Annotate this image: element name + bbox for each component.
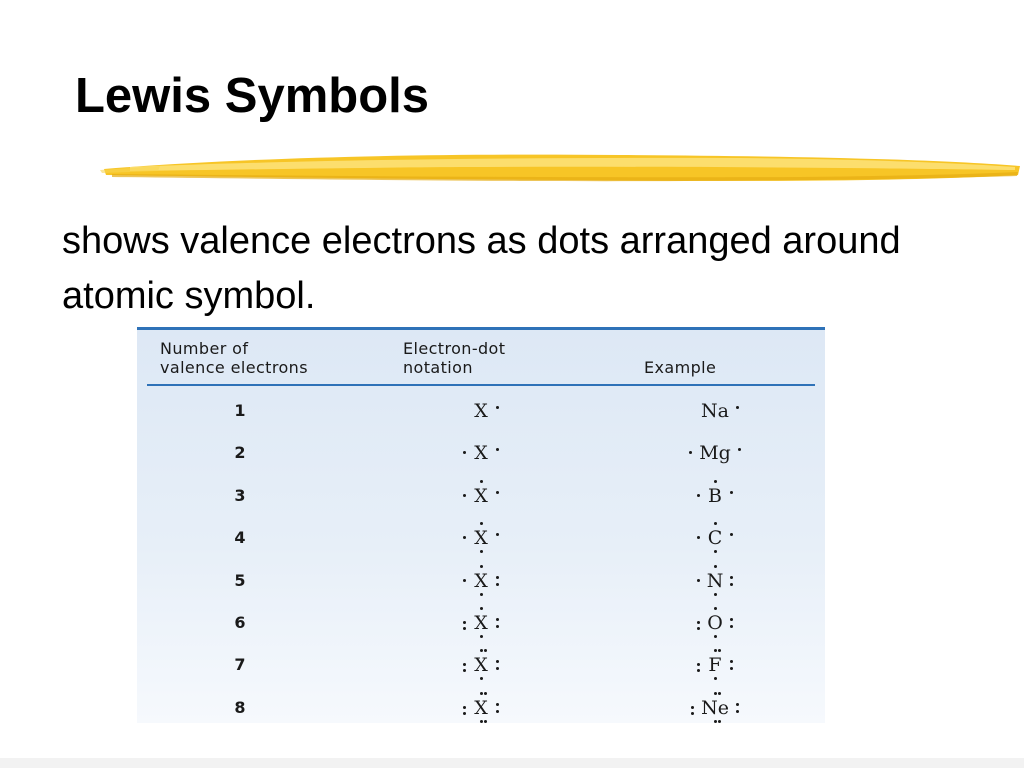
electron-dot-symbol: [467, 605, 495, 641]
example-element: [701, 478, 729, 514]
electron-dot-symbol: [467, 563, 495, 599]
example-element: [693, 435, 737, 471]
electron-dot: [480, 649, 483, 652]
electron-dot: [480, 677, 483, 680]
electron-dot-symbol: [467, 690, 495, 726]
electron-dot: [730, 660, 733, 663]
electron-dot: [496, 667, 499, 670]
electron-dot: [697, 579, 700, 582]
electron-dot: [463, 706, 466, 709]
example-element-symbol: O: [707, 612, 723, 634]
electron-dot: [714, 607, 717, 610]
electron-dot: [697, 627, 700, 630]
electron-dot: [697, 621, 700, 624]
example-element-symbol: Ne: [701, 697, 729, 719]
generic-element-symbol: X: [474, 400, 488, 422]
table-row: [137, 393, 825, 429]
electron-dot: [480, 692, 483, 695]
electron-dot: [463, 627, 466, 630]
table-row: [137, 478, 825, 514]
electron-dot: [480, 522, 483, 525]
electron-dot: [714, 593, 717, 596]
electron-dot: [714, 692, 717, 695]
electron-dot: [480, 480, 483, 483]
electron-dot: [463, 579, 466, 582]
valence-count: 7: [234, 655, 246, 674]
electron-dot: [730, 625, 733, 628]
valence-count: 4: [234, 528, 246, 547]
table-row: [137, 520, 825, 556]
example-element-symbol: C: [707, 527, 723, 549]
table-row: [137, 563, 825, 599]
generic-element-symbol: X: [474, 485, 488, 507]
electron-dot: [480, 593, 483, 596]
electron-dot: [496, 625, 499, 628]
electron-dot: [480, 607, 483, 610]
column-header-example: Example: [644, 358, 717, 377]
electron-dot: [714, 677, 717, 680]
generic-element-symbol: X: [474, 527, 488, 549]
electron-dot-symbol: [467, 393, 495, 429]
electron-dot: [718, 649, 721, 652]
electron-dot: [718, 720, 721, 723]
electron-dot: [714, 649, 717, 652]
electron-dot: [714, 550, 717, 553]
valence-count: 5: [234, 571, 246, 590]
example-element-symbol: N: [706, 570, 724, 592]
valence-count: 3: [234, 486, 246, 505]
example-element-symbol: Mg: [699, 442, 731, 464]
electron-dot: [697, 536, 700, 539]
table-row: [137, 690, 825, 726]
electron-dot: [714, 720, 717, 723]
electron-dot: [496, 576, 499, 579]
valence-count: 1: [234, 401, 246, 420]
electron-dot: [714, 522, 717, 525]
electron-dot: [718, 692, 721, 695]
electron-dot-symbol: [467, 520, 495, 556]
example-element: [695, 393, 735, 429]
electron-dot: [736, 406, 739, 409]
slide-title: Lewis Symbols: [75, 69, 430, 123]
electron-dot: [496, 448, 499, 451]
electron-dot: [496, 618, 499, 621]
generic-element-symbol: X: [474, 697, 488, 719]
electron-dot: [714, 480, 717, 483]
electron-dot: [697, 494, 700, 497]
electron-dot: [463, 451, 466, 454]
valence-count: 8: [234, 698, 246, 717]
electron-dot: [496, 710, 499, 713]
electron-dot: [463, 621, 466, 624]
electron-dot: [484, 692, 487, 695]
electron-dot: [730, 576, 733, 579]
electron-dot: [738, 448, 741, 451]
table-row: [137, 435, 825, 471]
electron-dot: [697, 669, 700, 672]
electron-dot: [736, 703, 739, 706]
table-row: [137, 605, 825, 641]
column-header-valence-electrons: Number of valence electrons: [160, 339, 308, 377]
electron-dot: [463, 536, 466, 539]
table-row: [137, 647, 825, 683]
electron-dot: [484, 649, 487, 652]
electron-dot: [480, 565, 483, 568]
title-underline-brushstroke: [100, 146, 1024, 190]
generic-element-symbol: X: [474, 442, 488, 464]
electron-dot: [730, 491, 733, 494]
electron-dot: [496, 533, 499, 536]
valence-count: 2: [234, 443, 246, 462]
electron-dot: [730, 583, 733, 586]
example-element: [695, 690, 735, 726]
electron-dot: [496, 491, 499, 494]
electron-dot: [730, 533, 733, 536]
electron-dot: [730, 618, 733, 621]
electron-dot: [480, 550, 483, 553]
electron-dot: [689, 451, 692, 454]
electron-dot: [463, 494, 466, 497]
example-element: [701, 647, 729, 683]
slide-body-text: shows valence electrons as dots arranged around atomic symbol.: [62, 220, 901, 317]
electron-dot: [691, 706, 694, 709]
electron-dot: [736, 710, 739, 713]
electron-dot: [484, 720, 487, 723]
lewis-symbols-table: [137, 327, 825, 723]
electron-dot: [697, 663, 700, 666]
electron-dot: [496, 583, 499, 586]
electron-dot: [496, 406, 499, 409]
generic-element-symbol: X: [474, 570, 488, 592]
electron-dot: [714, 565, 717, 568]
example-element: [701, 605, 729, 641]
valence-count: 6: [234, 613, 246, 632]
electron-dot: [714, 635, 717, 638]
electron-dot: [463, 663, 466, 666]
electron-dot: [480, 720, 483, 723]
electron-dot: [730, 667, 733, 670]
header-divider: [147, 384, 815, 386]
example-element-symbol: Na: [701, 400, 729, 422]
generic-element-symbol: X: [474, 654, 488, 676]
electron-dot: [463, 712, 466, 715]
column-header-electron-dot-notation: Electron-dot notation: [403, 339, 506, 377]
electron-dot-symbol: [467, 647, 495, 683]
generic-element-symbol: X: [474, 612, 488, 634]
electron-dot: [496, 660, 499, 663]
electron-dot: [691, 712, 694, 715]
electron-dot: [463, 669, 466, 672]
electron-dot: [480, 635, 483, 638]
electron-dot: [496, 703, 499, 706]
example-element: [701, 563, 729, 599]
example-element-symbol: B: [708, 485, 722, 507]
electron-dot-symbol: [467, 435, 495, 471]
electron-dot-symbol: [467, 478, 495, 514]
example-element-symbol: F: [708, 654, 722, 676]
slide-footer-strip: [0, 758, 1024, 768]
example-element: [701, 520, 729, 556]
